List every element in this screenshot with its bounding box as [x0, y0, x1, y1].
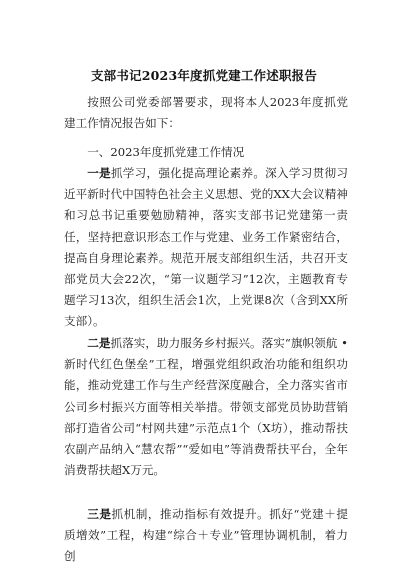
paragraph-1: [64, 163, 348, 333]
paragraph-block-2: [64, 333, 348, 481]
intro-block: [64, 92, 348, 134]
paragraph-2-text: 抓落实，助力服务乡村振兴。落实“旗帜领航 • 新时代红色堡垒”工程，增强党组织政治功能和组织功能，推动党建工作与生产经营深度融合，全力落实省市公司乡村振兴方面等相关举措。带领支部党员协助营销部打造省公司“村网共建”示范点1个（X坊），推动帮扶农副产品纳入“慧农帮”“爱如电”等消费帮扶平台，全年消费帮扶超X万元。: [64, 336, 348, 478]
paragraph-3-lead: 三是: [87, 507, 112, 521]
section-heading: 一、2023年度抓党建工作情况: [87, 145, 245, 159]
paragraph-2-lead: 二是: [87, 336, 111, 350]
paragraph-3: [64, 504, 348, 568]
document-title: 支部书记2023年度抓党建工作述职报告: [90, 68, 318, 83]
paragraph-block-3: [64, 504, 348, 568]
paragraph-block-1: [64, 163, 348, 333]
paragraph-2: [64, 333, 348, 481]
section-heading-block: [64, 142, 348, 163]
paragraph-1-lead: 一是: [87, 166, 111, 180]
intro-paragraph: 按照公司党委部署要求，现将本人2023年度抓党建工作情况报告如下：: [64, 95, 348, 131]
paragraph-3-text: 抓机制，推动指标有效提升。抓好“党建＋提质增效”工程，构建“综合＋专业”管理协调机制，着力创: [64, 507, 348, 564]
paragraph-1-text: 抓学习，强化提高理论素养。深入学习贯彻习近平新时代中国特色社会主义思想、党的XX大会议精神和习总书记重要勉励精神，落实支部书记党建第一责任，坚持把意识形态工作与党建、业务工作紧密结合，提高自身理论素养。规范开展支部组织生活，共召开支部党员大会22次，“第一议题学习”12次，主题教育专题学习13次，组织生活会1次，上党课8次（含到XX所支部）。: [64, 166, 348, 329]
